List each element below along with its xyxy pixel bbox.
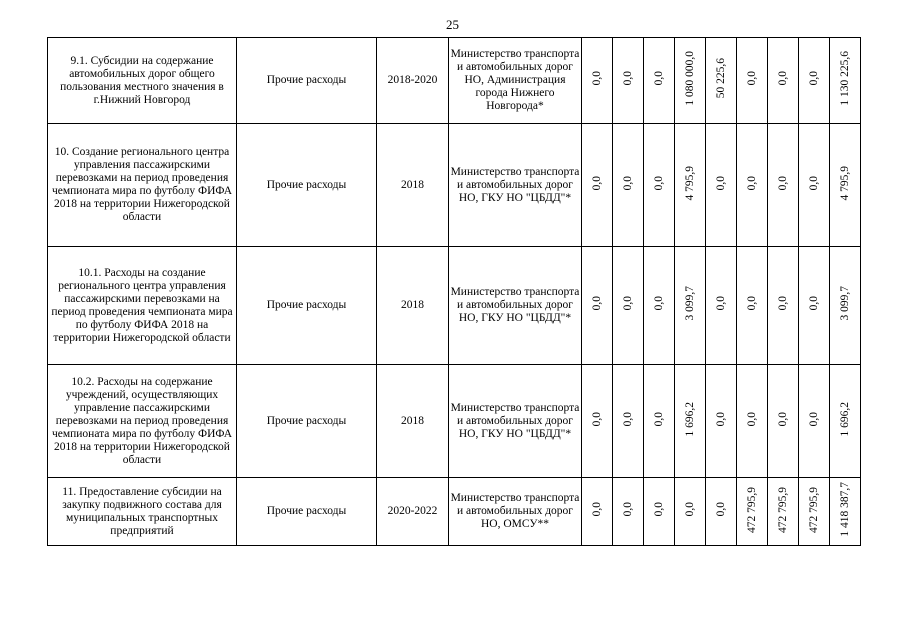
table-row: [48, 38, 861, 124]
value-cell: 472 795,9: [768, 478, 799, 546]
row-name: 9.1. Субсидии на содержание автомобильных дорог общего пользования местного значения в г.Нижний Новгород: [48, 38, 237, 124]
value-cell: 0,0: [644, 124, 675, 247]
row-kind: Прочие расходы: [237, 478, 377, 546]
value-cell: 4 795,9: [830, 124, 861, 247]
value-cell: 0,0: [799, 38, 830, 124]
value-cell: 0,0: [737, 124, 768, 247]
row-kind: Прочие расходы: [237, 247, 377, 365]
value-cell: 0,0: [613, 247, 644, 365]
row-period: 2018: [377, 124, 449, 247]
value-cell: 0,0: [644, 247, 675, 365]
row-name: 10.2. Расходы на содержание учреждений, осуществляющих управление пассажирскими перевозками на период проведения чемпионата мира по футболу ФИФА 2018 на территории Нижегородской области: [48, 365, 237, 478]
row-kind: Прочие расходы: [237, 38, 377, 124]
value-cell: 0,0: [644, 478, 675, 546]
table-row: [48, 478, 861, 546]
value-cell: 50 225,6: [706, 38, 737, 124]
row-period: 2018: [377, 247, 449, 365]
row-period: 2018-2020: [377, 38, 449, 124]
value-cell: 1 130 225,6: [830, 38, 861, 124]
row-org: Министерство транспорта и автомобильных дорог НО, ГКУ НО "ЦБДД"*: [449, 247, 582, 365]
row-org: Министерство транспорта и автомобильных дорог НО, ОМСУ**: [449, 478, 582, 546]
row-period: 2020-2022: [377, 478, 449, 546]
value-cell: 0,0: [737, 365, 768, 478]
value-cell: 1 696,2: [830, 365, 861, 478]
value-cell: 0,0: [582, 478, 613, 546]
value-cell: 472 795,9: [737, 478, 768, 546]
value-cell: 0,0: [799, 124, 830, 247]
value-cell: 0,0: [613, 124, 644, 247]
row-org: Министерство транспорта и автомобильных дорог НО, ГКУ НО "ЦБДД"*: [449, 124, 582, 247]
value-cell: 0,0: [582, 247, 613, 365]
value-cell: 0,0: [644, 38, 675, 124]
value-cell: 0,0: [799, 247, 830, 365]
row-org: Министерство транспорта и автомобильных дорог НО, ГКУ НО "ЦБДД"*: [449, 365, 582, 478]
budget-table: [47, 37, 861, 546]
value-cell: 1 080 000,0: [675, 38, 706, 124]
value-cell: 0,0: [706, 124, 737, 247]
row-name: 10. Создание регионального центра управления пассажирскими перевозками на период проведения чемпионата мира по футболу ФИФА 2018 на территории Нижегородской области: [48, 124, 237, 247]
table-row: [48, 365, 861, 478]
value-cell: 0,0: [799, 365, 830, 478]
table-row: [48, 247, 861, 365]
value-cell: 4 795,9: [675, 124, 706, 247]
value-cell: 0,0: [582, 38, 613, 124]
value-cell: 0,0: [644, 365, 675, 478]
value-cell: 0,0: [737, 247, 768, 365]
value-cell: 3 099,7: [675, 247, 706, 365]
value-cell: 1 418 387,7: [830, 478, 861, 546]
value-cell: 0,0: [613, 478, 644, 546]
value-cell: 0,0: [613, 38, 644, 124]
value-cell: 0,0: [582, 365, 613, 478]
value-cell: 1 696,2: [675, 365, 706, 478]
row-org: Министерство транспорта и автомобильных дорог НО, Администрация города Нижнего Новгорода*: [449, 38, 582, 124]
row-name: 10.1. Расходы на создание регионального центра управления пассажирскими перевозками на период проведения чемпионата мира по футболу ФИФА 2018 на территории Нижегородской области: [48, 247, 237, 365]
row-period: 2018: [377, 365, 449, 478]
page-number: 25: [446, 17, 459, 32]
value-cell: 0,0: [768, 365, 799, 478]
value-cell: 0,0: [675, 478, 706, 546]
value-cell: 0,0: [582, 124, 613, 247]
value-cell: 0,0: [706, 247, 737, 365]
row-name: 11. Предоставление субсидии на закупку подвижного состава для муниципальных транспортных предприятий: [48, 478, 237, 546]
row-kind: Прочие расходы: [237, 365, 377, 478]
value-cell: 0,0: [613, 365, 644, 478]
value-cell: 472 795,9: [799, 478, 830, 546]
value-cell: 0,0: [768, 38, 799, 124]
value-cell: 0,0: [706, 365, 737, 478]
table-row: [48, 124, 861, 247]
value-cell: 0,0: [706, 478, 737, 546]
value-cell: 0,0: [768, 247, 799, 365]
value-cell: 0,0: [737, 38, 768, 124]
row-kind: Прочие расходы: [237, 124, 377, 247]
value-cell: 3 099,7: [830, 247, 861, 365]
value-cell: 0,0: [768, 124, 799, 247]
